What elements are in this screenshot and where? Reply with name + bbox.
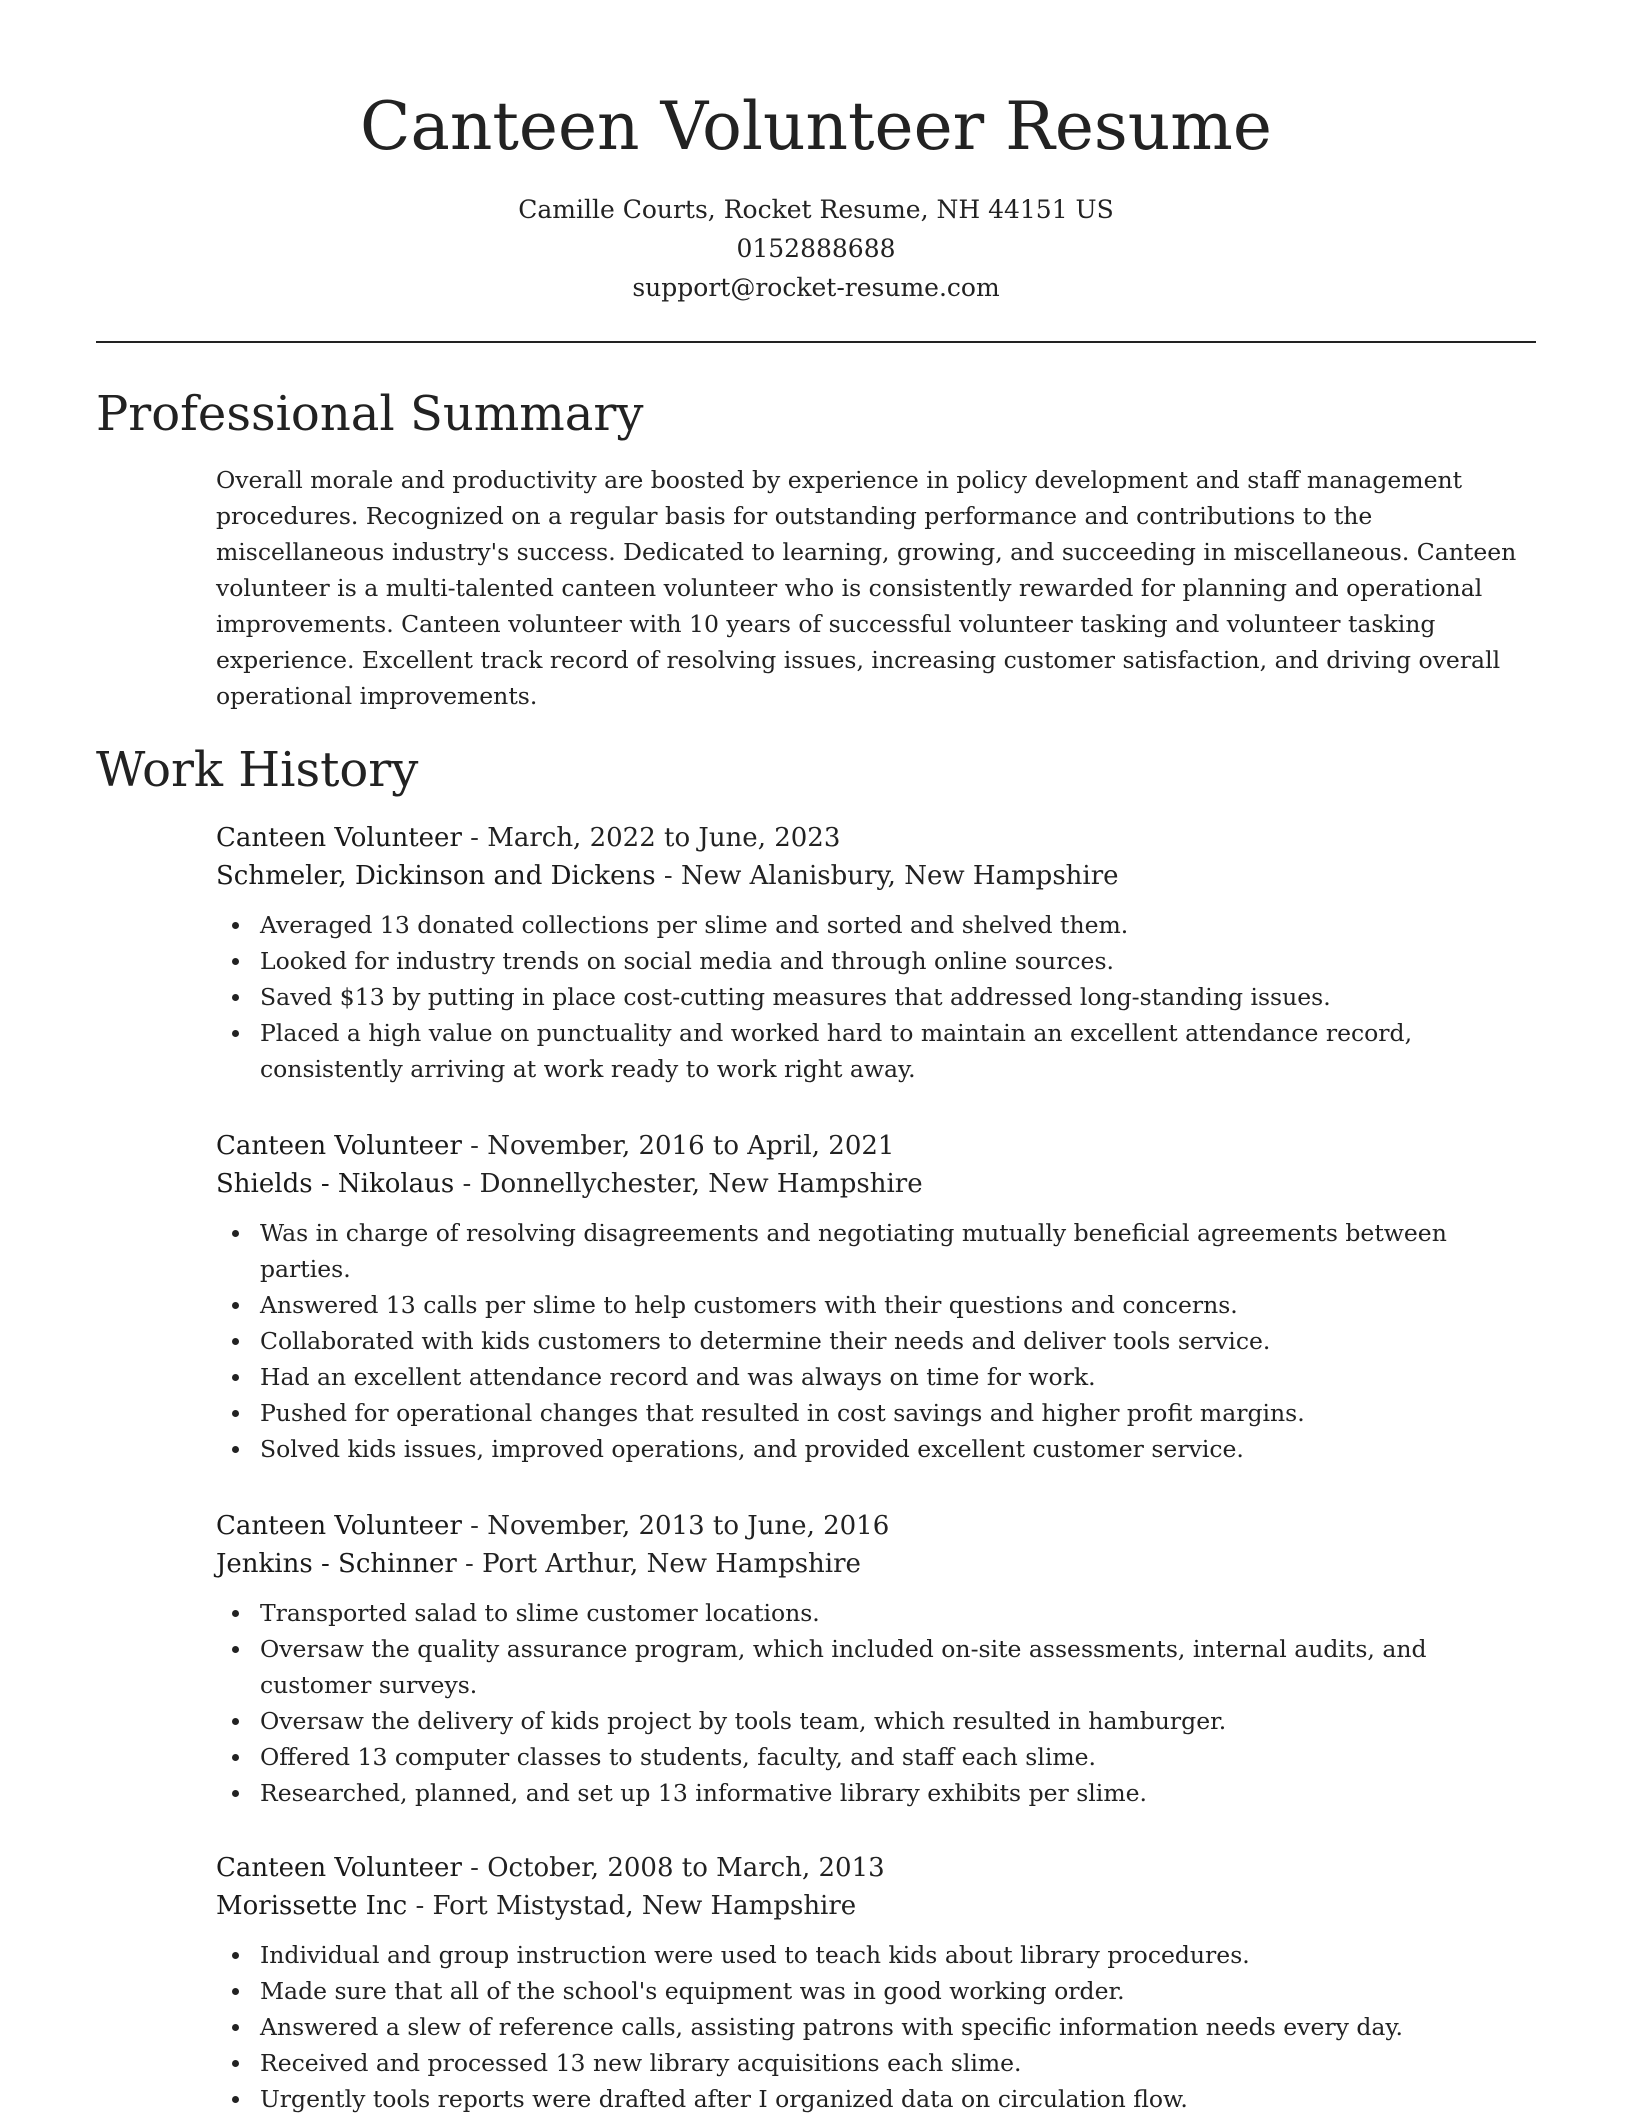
job-bullet — [216, 907, 1536, 943]
job-location: Fort Mistystad, New Hampshire — [432, 1891, 857, 1921]
resume-title: Canteen Volunteer Resume — [360, 88, 1272, 165]
job-bullet-text: Oversaw the quality assurance program, which included on-site assessments, internal audits, and customer surveys. — [260, 1635, 1427, 1699]
bullet-dot-icon — [232, 1338, 239, 1345]
job-title: Canteen Volunteer — [216, 823, 462, 853]
bullet-dot-icon — [232, 2060, 239, 2067]
job-bullet — [216, 1775, 1536, 1811]
bullet-dot-icon — [232, 1374, 239, 1381]
bullet-dot-icon — [232, 1446, 239, 1453]
job-separator: - — [461, 823, 488, 853]
job-company-line — [216, 857, 1536, 895]
job-title-line — [216, 819, 1536, 857]
job-bullet-text: Solved kids issues, improved operations, and provided excellent customer service. — [260, 1435, 1244, 1463]
bullet-dot-icon — [232, 1718, 239, 1725]
bullet-dot-icon — [232, 1646, 239, 1653]
job-title: Canteen Volunteer — [216, 1511, 462, 1541]
job-bullet — [216, 1015, 1536, 1087]
job-bullet — [216, 1431, 1536, 1467]
job-bullet — [216, 1395, 1536, 1431]
job-bullet-text: Transported salad to slime customer locations. — [260, 1599, 820, 1627]
job-bullet — [216, 1215, 1536, 1287]
job-bullet-list — [216, 907, 1536, 1087]
job-separator: - — [407, 1891, 433, 1921]
job-location: Donnellychester, New Hampshire — [479, 1169, 923, 1199]
job-bullet-text: Researched, planned, and set up 13 informative library exhibits per slime. — [260, 1779, 1147, 1807]
job-dates: November, 2013 to June, 2016 — [487, 1511, 890, 1541]
job-bullet — [216, 1937, 1536, 1973]
job-bullet — [216, 2009, 1536, 2045]
job-bullet-text: Urgently tools reports were drafted after I organized data on circulation flow. — [260, 2085, 1188, 2113]
job-company: Shields - Nikolaus — [216, 1169, 455, 1199]
job-bullet — [216, 1287, 1536, 1323]
job-bullet — [216, 943, 1536, 979]
bullet-dot-icon — [232, 958, 239, 965]
job-bullet-text: Oversaw the delivery of kids project by tools team, which resulted in hamburger. — [260, 1707, 1227, 1735]
summary-text: Overall morale and productivity are boosted by experience in policy development and staff management procedures. Recognized on a regular basis for outstanding performance and contributions to the miscellaneous industry's success. Dedicated to learning, growing, and succeeding in miscellaneous. Canteen volunteer is a multi-talented canteen volunteer who is consistently rewarded for planning and operational improvements. Canteen volunteer with 10 years of successful volunteer tasking and volunteer tasking experience. Excellent track record of resolving issues, increasing customer satisfaction, and driving overall operational improvements. — [216, 466, 1517, 710]
work-history-heading: Work History — [96, 742, 419, 798]
contact-email: support@rocket-resume.com — [632, 273, 1000, 302]
bullet-dot-icon — [232, 1952, 239, 1959]
job-bullet — [216, 1595, 1536, 1631]
job-title: Canteen Volunteer — [216, 1853, 462, 1883]
job-title-line — [216, 1507, 1536, 1545]
job-separator: - — [461, 1511, 488, 1541]
job-entry — [216, 1127, 1536, 1467]
job-bullet-text: Pushed for operational changes that resulted in cost savings and higher profit margins. — [260, 1399, 1305, 1427]
job-bullet-text: Received and processed 13 new library acquisitions each slime. — [260, 2049, 1022, 2077]
job-company: Schmeler, Dickinson and Dickens — [216, 861, 656, 891]
bullet-dot-icon — [232, 1754, 239, 1761]
job-bullet-text: Offered 13 computer classes to students, faculty, and staff each slime. — [260, 1743, 1097, 1771]
job-bullet-list — [216, 1215, 1536, 1467]
job-bullet — [216, 1631, 1536, 1703]
job-bullet-list — [216, 1595, 1536, 1811]
header-divider — [96, 341, 1536, 343]
job-dates: November, 2016 to April, 2021 — [487, 1131, 895, 1161]
job-location: New Alanisbury, New Hampshire — [680, 861, 1119, 891]
job-bullet-text: Saved $13 by putting in place cost-cutting measures that addressed long-standing issues. — [260, 983, 1331, 1011]
job-separator: - — [655, 861, 681, 891]
job-bullet — [216, 1703, 1536, 1739]
job-entry — [216, 1507, 1536, 1811]
job-dates: March, 2022 to June, 2023 — [487, 823, 841, 853]
job-title: Canteen Volunteer — [216, 1131, 462, 1161]
bullet-dot-icon — [232, 2096, 239, 2103]
contact-address: Camille Courts, Rocket Resume, NH 44151 US — [518, 195, 1114, 224]
bullet-dot-icon — [232, 2024, 239, 2031]
job-location: Port Arthur, New Hampshire — [482, 1549, 861, 1579]
job-bullet — [216, 979, 1536, 1015]
job-separator: - — [461, 1131, 488, 1161]
job-dates: October, 2008 to March, 2013 — [487, 1853, 885, 1883]
job-bullet — [216, 2045, 1536, 2081]
bullet-dot-icon — [232, 1302, 239, 1309]
job-company-line — [216, 1545, 1536, 1583]
job-bullet — [216, 1739, 1536, 1775]
job-bullet-text: Collaborated with kids customers to determine their needs and deliver tools service. — [260, 1327, 1271, 1355]
job-bullet — [216, 1359, 1536, 1395]
job-bullet — [216, 1973, 1536, 2009]
job-bullet-text: Made sure that all of the school's equipment was in good working order. — [260, 1977, 1125, 2005]
job-bullet — [216, 1323, 1536, 1359]
bullet-dot-icon — [232, 994, 239, 1001]
job-bullet-list — [216, 1937, 1536, 2117]
job-bullet-text: Answered 13 calls per slime to help customers with their questions and concerns. — [260, 1291, 1238, 1319]
summary-heading: Professional Summary — [96, 386, 644, 442]
job-separator: - — [454, 1169, 480, 1199]
contact-phone: 0152888688 — [736, 234, 896, 263]
job-bullet-text: Looked for industry trends on social media and through online sources. — [260, 947, 1114, 975]
job-title-line — [216, 1127, 1536, 1165]
job-company-line — [216, 1165, 1536, 1203]
job-entry — [216, 1849, 1536, 2117]
job-entry — [216, 819, 1536, 1087]
bullet-dot-icon — [232, 1610, 239, 1617]
contact-block — [0, 190, 1632, 307]
job-separator: - — [461, 1853, 488, 1883]
job-bullet-text: Averaged 13 donated collections per slime and sorted and shelved them. — [260, 911, 1129, 939]
bullet-dot-icon — [232, 1230, 239, 1237]
bullet-dot-icon — [232, 922, 239, 929]
job-title-line — [216, 1849, 1536, 1887]
job-company: Jenkins - Schinner — [216, 1549, 457, 1579]
job-bullet-text: Was in charge of resolving disagreements and negotiating mutually beneficial agreements between parties. — [260, 1219, 1447, 1283]
bullet-dot-icon — [232, 1790, 239, 1797]
job-bullet-text: Had an excellent attendance record and was always on time for work. — [260, 1363, 1096, 1391]
job-bullet-text: Placed a high value on punctuality and worked hard to maintain an excellent attendance record, consistently arriving at work ready to work right away. — [260, 1019, 1413, 1083]
bullet-dot-icon — [232, 1410, 239, 1417]
job-company-line — [216, 1887, 1536, 1925]
job-separator: - — [456, 1549, 483, 1579]
bullet-dot-icon — [232, 1030, 239, 1037]
job-bullet-text: Individual and group instruction were used to teach kids about library procedures. — [260, 1941, 1250, 1969]
job-company: Morissette Inc — [216, 1891, 408, 1921]
job-bullet-text: Answered a slew of reference calls, assisting patrons with specific information needs every day. — [260, 2013, 1404, 2041]
bullet-dot-icon — [232, 1988, 239, 1995]
